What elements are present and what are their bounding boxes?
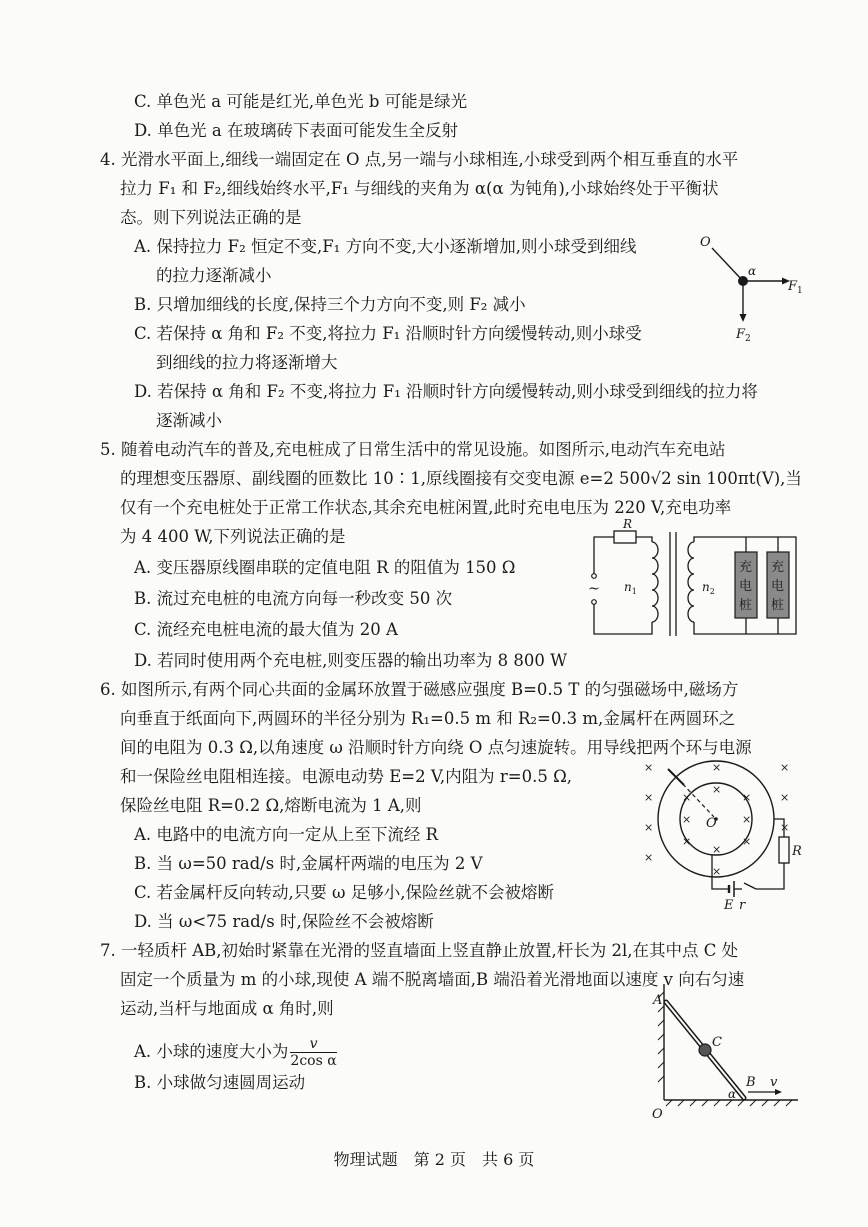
- q6-rings-diagram: [638, 757, 808, 913]
- q4-stem-line: 拉力 F₁ 和 F₂,细线始终水平,F₁ 与细线的夹角为 α(α 为钝角),小球始终处于平衡状: [120, 179, 719, 198]
- label-alpha: α: [748, 264, 757, 278]
- label-R: R: [623, 517, 633, 531]
- pile-1-char: 电: [739, 579, 753, 594]
- page-footer: 物理试题 第 2 页 共 6 页: [333, 1150, 535, 1169]
- label-O: O: [652, 1107, 663, 1122]
- field-cross: ×: [644, 761, 654, 774]
- fraction-numerator: v: [290, 1036, 336, 1053]
- q7-velocity-fraction: [290, 1036, 336, 1069]
- q6-option-b: B. 当 ω=50 rad/s 时,金属杆两端的电压为 2 V: [134, 854, 483, 873]
- label-n1: $n_1$: [624, 580, 637, 596]
- field-cross: ×: [682, 813, 692, 826]
- fraction-denominator: 2cos α: [290, 1053, 337, 1069]
- label-C: C: [712, 1035, 722, 1050]
- secondary-coil: [688, 542, 694, 622]
- q4-stem-line: 4. 光滑水平面上,细线一端固定在 O 点,另一端与小球相连,小球受到两个相互垂直的水平: [100, 150, 739, 169]
- label-r: r: [739, 898, 746, 913]
- field-cross: ×: [780, 821, 790, 834]
- q5-option-a: A. 变压器原线圈串联的定值电阻 R 的阻值为 150 Ω: [134, 558, 516, 577]
- resistor-R: [614, 531, 636, 543]
- q7-rod-diagram: [648, 978, 808, 1120]
- string-line: [712, 248, 743, 281]
- q7-stem-line: 固定一个质量为 m 的小球,现使 A 端不脱离墙面,B 端沿着光滑地面以速度 v 向右匀速: [120, 970, 745, 989]
- label-O: O: [700, 235, 711, 250]
- label-n2: $n_2$: [702, 580, 715, 596]
- q5-stem-line: 5. 随着电动汽车的普及,充电桩成了日常生活中的常见设施。如图所示,电动汽车充电站: [100, 440, 726, 459]
- q4-option-d: D. 若保持 α 角和 F₂ 不变,将拉力 F₁ 沿顺时针方向缓慢转动,则小球受到细线的拉力将: [134, 382, 758, 401]
- switch: [744, 883, 756, 889]
- label-B: B: [746, 1075, 756, 1090]
- pile-1-char: 充: [739, 560, 753, 575]
- q4-option-b: B. 只增加细线的长度,保持三个力方向不变,则 F₂ 减小: [134, 295, 526, 314]
- q6-stem-line: 间的电阻为 0.3 Ω,以角速度 ω 沿顺时针方向绕 O 点匀速旋转。用导线把两个环与电源: [120, 738, 752, 757]
- pile-2-char: 充: [771, 560, 785, 575]
- q3-option-d: D. 单色光 a 在玻璃砖下表面可能发生全反射: [134, 121, 458, 140]
- q5-option-d: D. 若同时使用两个充电桩,则变压器的输出功率为 8 800 W: [134, 651, 568, 670]
- pile-1-char: 桩: [739, 598, 753, 613]
- q4-force-diagram: [690, 228, 810, 348]
- q5-option-b: B. 流过充电桩的电流方向每一秒改变 50 次: [134, 589, 453, 608]
- pile-2-char: 桩: [771, 598, 785, 613]
- label-v: v: [770, 1075, 778, 1090]
- field-cross: ×: [644, 821, 654, 834]
- field-cross: ×: [712, 761, 722, 774]
- q4-option-a-cont: 的拉力逐渐减小: [156, 266, 272, 285]
- q5-stem-line: 仅有一个充电桩处于正常工作状态,其余充电桩闲置,此时充电电压为 220 V,充电功率: [120, 498, 732, 517]
- field-cross: ×: [644, 851, 654, 864]
- label-A: A: [653, 993, 663, 1008]
- q6-stem-line: 6. 如图所示,有两个同心共面的金属环放置于磁感应强度 B=0.5 T 的匀强磁场中,磁场方: [100, 680, 739, 699]
- q6-stem-line: 和一保险丝电阻相连接。电源电动势 E=2 V,内阻为 r=0.5 Ω,: [120, 767, 573, 786]
- field-cross: ×: [712, 843, 722, 856]
- fuse-resistor-R: [779, 837, 789, 863]
- q6-stem-line: 保险丝电阻 R=0.2 Ω,熔断电流为 1 A,则: [120, 796, 422, 815]
- q4-option-a: A. 保持拉力 F₂ 恒定不变,F₁ 方向不变,大小逐渐增加,则小球受到细线: [134, 237, 637, 256]
- label-F2: $F_2$: [736, 327, 751, 344]
- q4-stem-line: 态。则下列说法正确的是: [120, 208, 302, 227]
- q7-stem-line: 7. 一轻质杆 AB,初始时紧靠在光滑的竖直墙面上竖直静止放置,杆长为 2l,在其中点 C 处: [100, 941, 739, 960]
- q7-option-b: B. 小球做匀速圆周运动: [134, 1073, 306, 1092]
- q6-option-d: D. 当 ω<75 rad/s 时,保险丝不会被熔断: [134, 912, 434, 931]
- q4-option-c-cont: 到细线的拉力将逐渐增大: [156, 353, 338, 372]
- ac-source-symbol: ~: [588, 581, 600, 597]
- q5-stem-line: 的理想变压器原、副线圈的匝数比 10∶1,原线圈接有交变电源 e=2 500√2 sin 100πt(V),当: [120, 469, 802, 488]
- field-cross: ×: [644, 791, 654, 804]
- label-O: O: [706, 816, 717, 831]
- q7-option-a-text: A. 小球的速度大小为: [134, 1042, 289, 1061]
- field-cross: ×: [742, 835, 752, 848]
- pile-2-char: 电: [771, 579, 785, 594]
- field-cross: ×: [780, 761, 790, 774]
- ball-C: [699, 1044, 711, 1056]
- q5-stem-line: 为 4 400 W,下列说法正确的是: [120, 527, 346, 546]
- field-cross: ×: [712, 865, 722, 878]
- ball: [738, 276, 748, 286]
- f2-arrowhead: [740, 314, 747, 322]
- q7-option-a: [134, 1036, 337, 1069]
- field-cross: ×: [780, 791, 790, 804]
- label-F1: $F_1$: [788, 279, 803, 296]
- field-cross: ×: [742, 791, 752, 804]
- field-cross: ×: [682, 791, 692, 804]
- label-E: E: [724, 898, 734, 913]
- q5-option-c: C. 流经充电桩电流的最大值为 20 A: [134, 620, 398, 639]
- field-cross: ×: [712, 783, 722, 796]
- field-cross: ×: [682, 835, 692, 848]
- q6-option-a: A. 电路中的电流方向一定从上至下流经 R: [134, 825, 439, 844]
- q3-option-c: C. 单色光 a 可能是红光,单色光 b 可能是绿光: [134, 92, 468, 111]
- q6-stem-line: 向垂直于纸面向下,两圆环的半径分别为 R₁=0.5 m 和 R₂=0.3 m,金属杆在两圆环之: [120, 709, 736, 728]
- field-cross: ×: [742, 813, 752, 826]
- primary-coil: [652, 542, 658, 622]
- label-R: R: [792, 844, 802, 859]
- q4-option-d-cont: 逐渐减小: [156, 411, 222, 430]
- q4-option-c: C. 若保持 α 角和 F₂ 不变,将拉力 F₁ 沿顺时针方向缓慢转动,则小球受: [134, 324, 642, 343]
- q7-stem-line: 运动,当杆与地面成 α 角时,则: [120, 999, 334, 1018]
- q6-option-c: C. 若金属杆反向转动,只要 ω 足够小,保险丝就不会被熔断: [134, 883, 554, 902]
- q5-transformer-diagram: [582, 517, 804, 640]
- label-alpha: α: [728, 1087, 737, 1101]
